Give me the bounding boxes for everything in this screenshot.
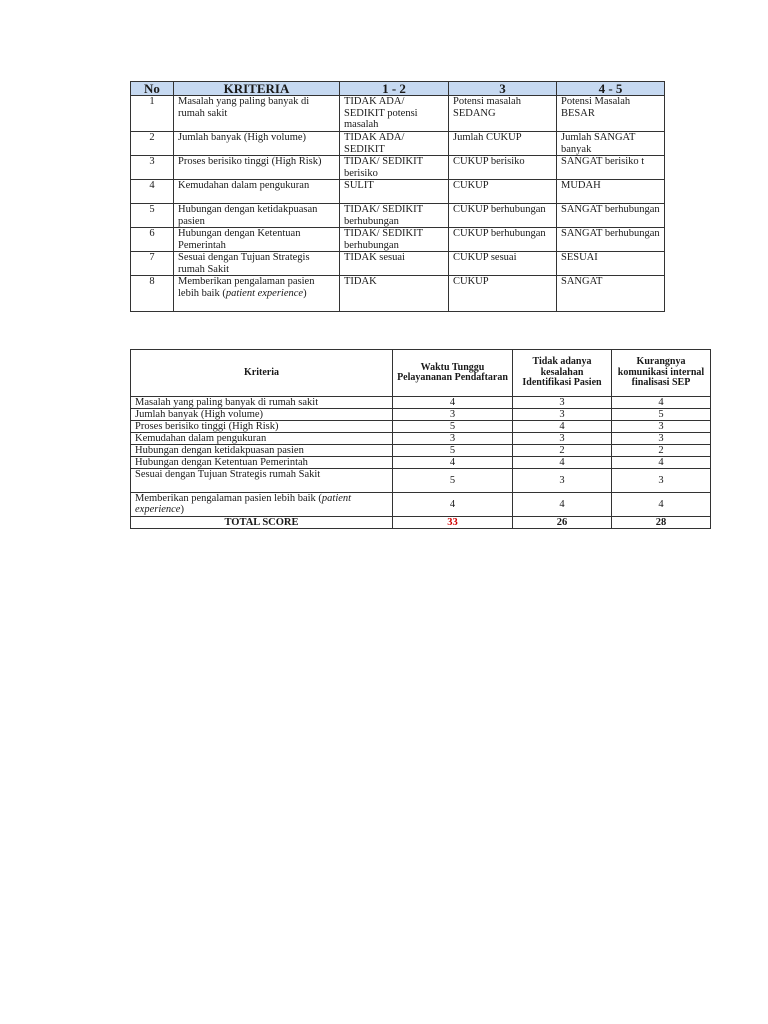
criteria-cell: Kemudahan dalam pengukuran <box>174 180 340 204</box>
table-row <box>131 96 665 132</box>
criteria-cell: Hubungan dengan Ketentuan Pemerintah <box>174 228 340 252</box>
score-4-5-cell: Jumlah SANGAT banyak <box>557 132 665 156</box>
score-1-2-cell: TIDAK ADA/ SEDIKIT <box>340 132 449 156</box>
scoring-header-row <box>131 350 711 397</box>
score-3-cell: CUKUP berhubungan <box>449 204 557 228</box>
criteria-cell: Proses berisiko tinggi (High Risk) <box>131 421 393 433</box>
score-cell: 4 <box>393 397 513 409</box>
row-number: 7 <box>131 252 174 276</box>
score-cell: 5 <box>612 409 711 421</box>
table-row <box>131 421 711 433</box>
criteria-cell: Masalah yang paling banyak di rumah sakit <box>131 397 393 409</box>
row-number: 1 <box>131 96 174 132</box>
row-number: 2 <box>131 132 174 156</box>
table-row <box>131 493 711 517</box>
score-4-5-cell: SANGAT berhubungan <box>557 204 665 228</box>
score-cell: 3 <box>393 409 513 421</box>
criteria-cell: Hubungan dengan Ketentuan Pemerintah <box>131 457 393 469</box>
row-number: 8 <box>131 276 174 312</box>
table-row <box>131 397 711 409</box>
row-number: 3 <box>131 156 174 180</box>
score-3-cell: CUKUP <box>449 180 557 204</box>
score-cell: 4 <box>612 457 711 469</box>
criteria-cell: Hubungan dengan ketidakpuasan pasien <box>131 445 393 457</box>
criteria-text-end: ) <box>180 504 184 515</box>
criteria-scale-table <box>130 81 665 312</box>
header-score-4-5: 4 - 5 <box>557 82 665 96</box>
table-row <box>131 409 711 421</box>
score-4-5-cell: SANGAT <box>557 276 665 312</box>
score-1-2-cell: TIDAK/ SEDIKIT berisiko <box>340 156 449 180</box>
score-cell: 4 <box>612 397 711 409</box>
criteria-cell: Kemudahan dalam pengukuran <box>131 433 393 445</box>
total-score-label: TOTAL SCORE <box>131 517 393 529</box>
criteria-cell <box>131 493 393 517</box>
header-komunikasi-internal: Kurangnya komunikasi internal finalisasi SEP <box>612 350 711 397</box>
header-waktu-tunggu: Waktu Tunggu Pelayananan Pendaftaran <box>393 350 513 397</box>
row-number: 6 <box>131 228 174 252</box>
score-3-cell: CUKUP sesuai <box>449 252 557 276</box>
score-cell: 2 <box>513 445 612 457</box>
score-cell: 3 <box>513 409 612 421</box>
score-4-5-cell: SANGAT berhubungan <box>557 228 665 252</box>
table-row <box>131 469 711 493</box>
criteria-emphasis: patient experience <box>225 287 304 299</box>
table-row <box>131 180 665 204</box>
table-row <box>131 252 665 276</box>
criteria-text-end: ) <box>303 287 307 299</box>
header-no: No <box>131 82 174 96</box>
score-3-cell: CUKUP <box>449 276 557 312</box>
score-cell: 2 <box>612 445 711 457</box>
score-cell: 5 <box>393 469 513 493</box>
criteria-cell: Masalah yang paling banyak di rumah sakit <box>174 96 340 132</box>
table-row <box>131 228 665 252</box>
score-1-2-cell: TIDAK ADA/ SEDIKIT potensi masalah <box>340 96 449 132</box>
criteria-scale-header-row <box>131 82 665 96</box>
row-number: 5 <box>131 204 174 228</box>
criteria-cell: Hubungan dengan ketidakpuasan pasien <box>174 204 340 228</box>
total-score-komunikasi-internal: 28 <box>612 517 711 529</box>
score-3-cell: CUKUP berisiko <box>449 156 557 180</box>
table-row <box>131 433 711 445</box>
total-score-row <box>131 517 711 529</box>
score-cell: 4 <box>393 493 513 517</box>
total-score-waktu-tunggu: 33 <box>393 517 513 529</box>
score-cell: 4 <box>393 457 513 469</box>
criteria-emphasis: patient experience <box>135 493 352 515</box>
score-1-2-cell: TIDAK <box>340 276 449 312</box>
criteria-cell <box>174 276 340 312</box>
priority-scoring-table <box>130 349 711 529</box>
header-kesalahan-identifikasi: Tidak adanya kesalahan Identifikasi Pasien <box>513 350 612 397</box>
criteria-text: Memberikan pengalaman pasien lebih baik ( <box>135 493 322 504</box>
score-1-2-cell: TIDAK sesuai <box>340 252 449 276</box>
score-cell: 4 <box>612 493 711 517</box>
table-row <box>131 457 711 469</box>
score-cell: 5 <box>393 445 513 457</box>
score-4-5-cell: MUDAH <box>557 180 665 204</box>
table-row <box>131 204 665 228</box>
score-cell: 3 <box>612 421 711 433</box>
header-kriteria: KRITERIA <box>174 82 340 96</box>
score-cell: 4 <box>513 421 612 433</box>
score-1-2-cell: TIDAK/ SEDIKIT berhubungan <box>340 204 449 228</box>
score-1-2-cell: TIDAK/ SEDIKIT berhubungan <box>340 228 449 252</box>
score-cell: 3 <box>612 469 711 493</box>
criteria-text: Memberikan pengalaman pasien lebih baik ( <box>178 276 315 299</box>
table-row <box>131 445 711 457</box>
header-score-3: 3 <box>449 82 557 96</box>
score-cell: 3 <box>513 397 612 409</box>
score-3-cell: Potensi masalah SEDANG <box>449 96 557 132</box>
score-3-cell: CUKUP berhubungan <box>449 228 557 252</box>
score-4-5-cell: Potensi Masalah BESAR <box>557 96 665 132</box>
table-row <box>131 276 665 312</box>
criteria-cell: Jumlah banyak (High volume) <box>174 132 340 156</box>
score-cell: 3 <box>393 433 513 445</box>
score-cell: 5 <box>393 421 513 433</box>
criteria-cell: Jumlah banyak (High volume) <box>131 409 393 421</box>
score-cell: 3 <box>513 433 612 445</box>
score-cell: 3 <box>513 469 612 493</box>
score-4-5-cell: SESUAI <box>557 252 665 276</box>
total-score-kesalahan-identifikasi: 26 <box>513 517 612 529</box>
header-kriteria: Kriteria <box>131 350 393 397</box>
score-cell: 4 <box>513 457 612 469</box>
criteria-cell: Sesuai dengan Tujuan Strategis rumah Sakit <box>131 469 393 493</box>
criteria-cell: Proses berisiko tinggi (High Risk) <box>174 156 340 180</box>
score-cell: 4 <box>513 493 612 517</box>
criteria-cell: Sesuai dengan Tujuan Strategis rumah Sakit <box>174 252 340 276</box>
table-row <box>131 132 665 156</box>
score-1-2-cell: SULIT <box>340 180 449 204</box>
score-3-cell: Jumlah CUKUP <box>449 132 557 156</box>
table-row <box>131 156 665 180</box>
score-4-5-cell: SANGAT berisiko t <box>557 156 665 180</box>
row-number: 4 <box>131 180 174 204</box>
header-score-1-2: 1 - 2 <box>340 82 449 96</box>
score-cell: 3 <box>612 433 711 445</box>
